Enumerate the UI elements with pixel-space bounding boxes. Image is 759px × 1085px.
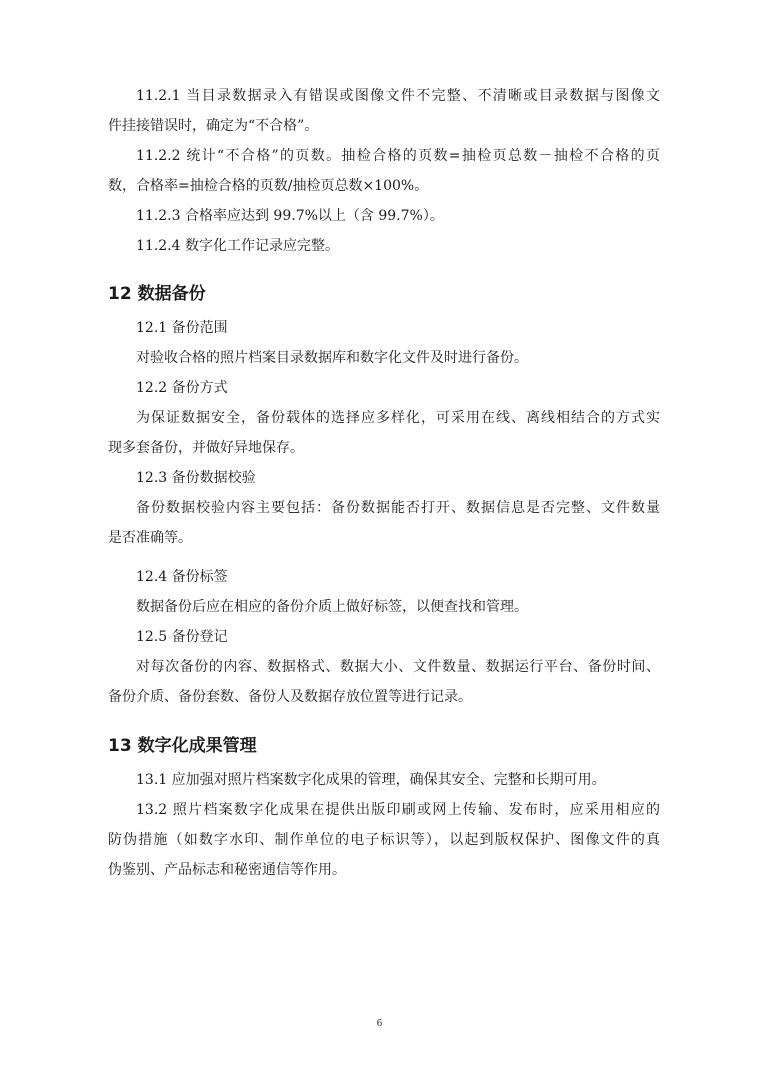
clause-12-1-title: 12.1 备份范围	[136, 320, 228, 336]
clause-13-2-line-3: 伪鉴别、产品标志和秘密通信等作用。	[108, 862, 346, 878]
clause-11-2-1-line-2: 件挂接错误时，确定为“不合格”。	[108, 118, 319, 134]
clause-13-2-line-2: 防伪措施（如数字水印、制作单位的电子标识等），以起到版权保护、图像文件的真	[108, 832, 660, 848]
section-13-heading: 13 数字化成果管理	[108, 736, 257, 756]
clause-12-4-text: 数据备份后应在相应的备份介质上做好标签，以便查找和管理。	[136, 599, 528, 615]
clause-13-2-line-1: 13.2 照片档案数字化成果在提供出版印刷或网上传输、发布时，应采用相应的	[136, 802, 660, 818]
clause-12-2-title: 12.2 备份方式	[136, 380, 228, 396]
clause-12-2-line-2: 现多套备份，并做好异地保存。	[108, 440, 304, 456]
clause-11-2-2-line-1: 11.2.2 统计“不合格”的页数。抽检合格的页数=抽检页总数－抽检不合格的页	[136, 148, 660, 164]
clause-12-5-line-2: 备份介质、备份套数、备份人及数据存放位置等进行记录。	[108, 689, 472, 705]
clause-12-4-title: 12.4 备份标签	[136, 569, 228, 585]
clause-12-5-title: 12.5 备份登记	[136, 629, 228, 645]
page-number: 6	[376, 1019, 383, 1029]
clause-11-2-1-line-1: 11.2.1 当目录数据录入有错误或图像文件不完整、不清晰或目录数据与图像文	[136, 88, 660, 104]
clause-11-2-4: 11.2.4 数字化工作记录应完整。	[136, 238, 339, 254]
clause-12-3-line-2: 是否准确等。	[108, 530, 192, 546]
clause-12-3-line-1: 备份数据校验内容主要包括：备份数据能否打开、数据信息是否完整、文件数量	[136, 500, 660, 516]
clause-11-2-2-line-2: 数，合格率=抽检合格的页数/抽检页总数×100%。	[108, 178, 429, 194]
clause-12-2-line-1: 为保证数据安全，备份载体的选择应多样化，可采用在线、离线相结合的方式实	[136, 410, 660, 426]
section-12-heading: 12 数据备份	[108, 284, 206, 304]
clause-12-1-text: 对验收合格的照片档案目录数据库和数字化文件及时进行备份。	[136, 350, 528, 366]
clause-13-1: 13.1 应加强对照片档案数字化成果的管理，确保其安全、完整和长期可用。	[136, 772, 606, 788]
clause-12-5-line-1: 对每次备份的内容、数据格式、数据大小、文件数量、数据运行平台、备份时间、	[136, 659, 660, 675]
clause-11-2-3: 11.2.3 合格率应达到 99.7%以上（含 99.7%）。	[136, 208, 444, 224]
clause-12-3-title: 12.3 备份数据校验	[136, 470, 256, 486]
